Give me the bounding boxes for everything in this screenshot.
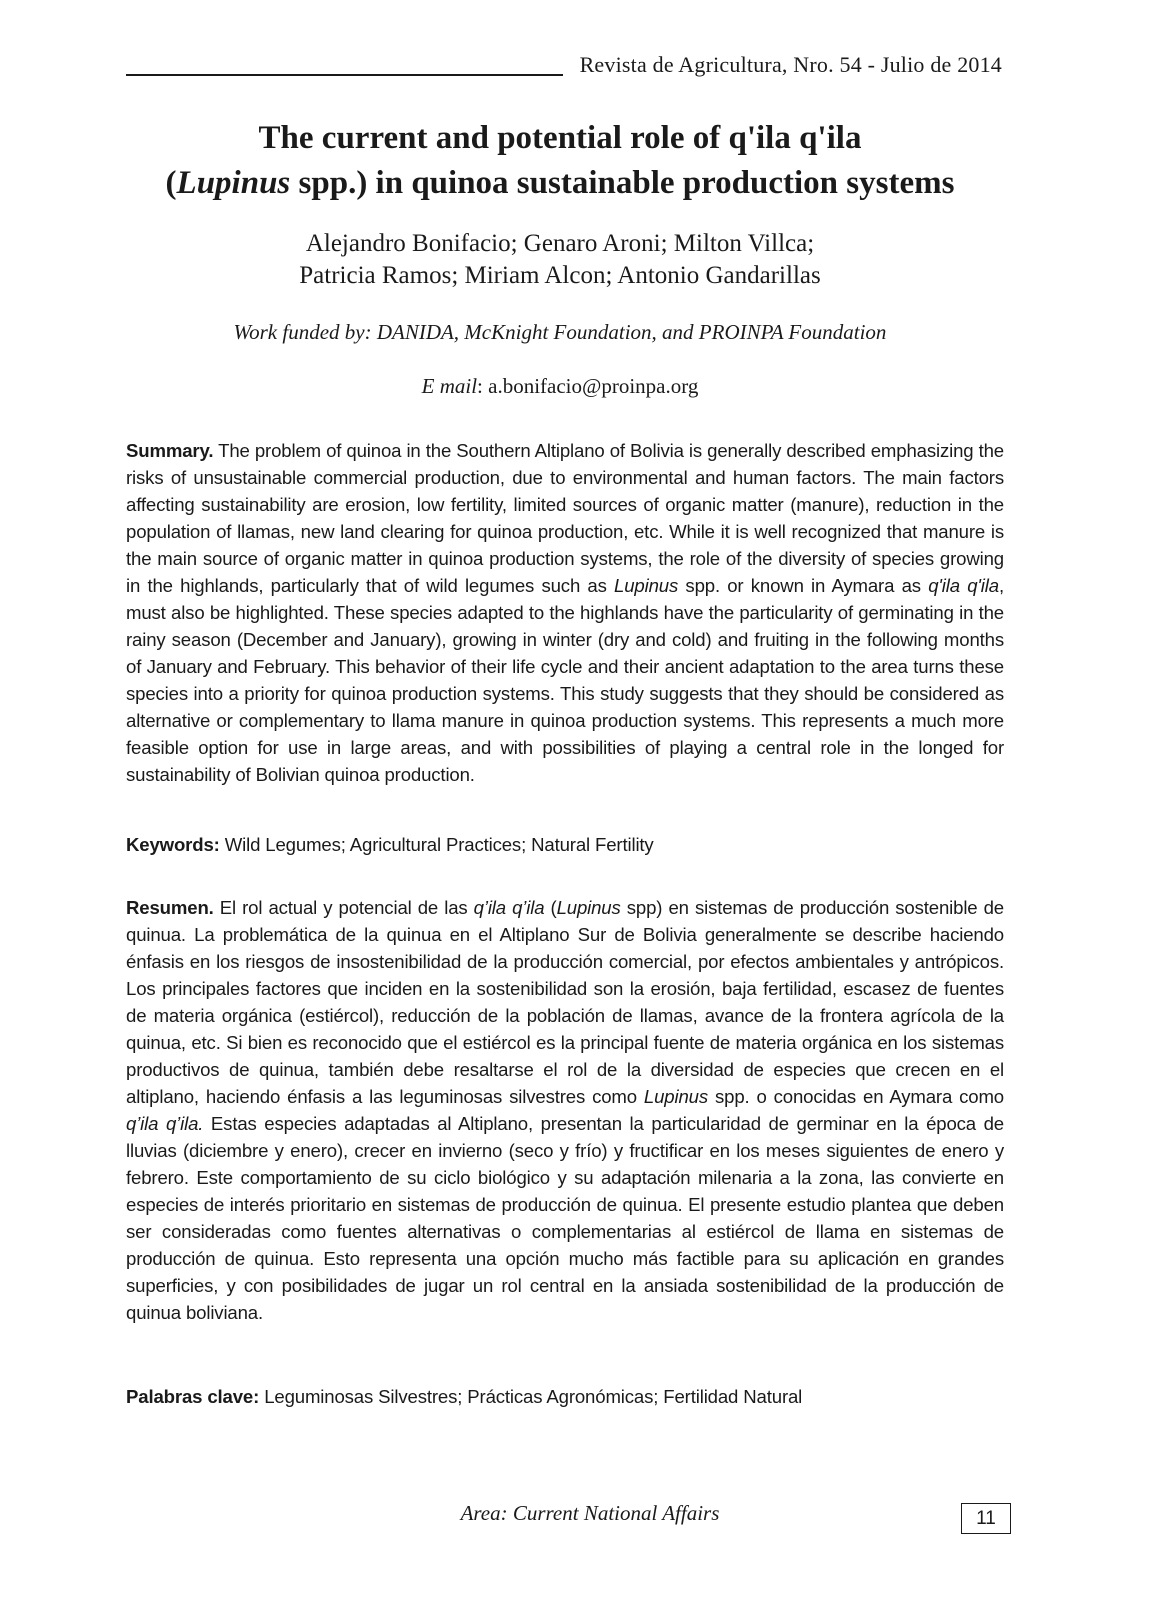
funding-note: Work funded by: DANIDA, McKnight Foundation, and PROINPA Foundation — [233, 320, 887, 344]
author-list — [110, 228, 1010, 292]
keywords: Keywords: Wild Legumes; Agricultural Practices; Natural Fertility — [126, 834, 654, 855]
resumen-label: Resumen. — [126, 897, 214, 918]
title-genus: Lupinus — [176, 165, 291, 201]
authors-line-1: Alejandro Bonifacio; Genaro Aroni; Milton Villca; — [305, 230, 815, 257]
email-label: E mail — [421, 374, 478, 398]
summary-label: Summary. — [126, 440, 214, 461]
authors-line-2: Patricia Ramos; Miriam Alcon; Antonio Gandarillas — [299, 262, 821, 289]
palabras-clave: Palabras clave: Leguminosas Silvestres; Prácticas Agronómicas; Fertilidad Natural — [126, 1386, 803, 1407]
keywords-label: Keywords: — [126, 834, 220, 855]
journal-header: Revista de Agricultura, Nro. 54 - Julio de 2014 — [579, 52, 1002, 77]
footer-section: Area: Current National Affairs — [460, 1501, 720, 1525]
summary-paragraph: Summary. The problem of quinoa in the Southern Altiplano of Bolivia is generally described emphasizing the risks of unsustainable commercial production, due to environmental and human factors. The main factors affecting sustainability are erosion, low fertility, limited sources of organic matter (manure), reduction in the population of llamas, new land clearing for quinoa production, etc. While it is well recognized that manure is the main source of organic matter in quinoa production systems, the role of the diversity of species growing in the highlands, particularly that of wild legumes such as Lupinus spp. or known in Aymara as q'ila q'ila, must also be highlighted. These species adapted to the highlands have the particularity of germinating in the rainy season (December and January), growing in winter (dry and cold) and fruiting in the following months of January and February. This behavior of their life cycle and their ancient adaptation to the area turns these species into a priority for quinoa production systems. This study suggests that they should be considered as alternative or complementary to llama manure in quinoa production systems. This represents a much more feasible option for use in large areas, and with possibilities of playing a central role in the longed for sustainability of Bolivian quinoa production. — [126, 440, 1004, 785]
title-line-1: The current and potential role of q'ila q'ila — [258, 120, 862, 156]
contact-email — [110, 374, 1010, 399]
email-address: : a.bonifacio@proinpa.org — [477, 374, 699, 398]
header-rule — [126, 74, 563, 76]
page-number: 11 — [961, 1503, 1011, 1534]
resumen-paragraph: Resumen. El rol actual y potencial de las q’ila q’ila (Lupinus spp) en sistemas de producción sostenible de quinua. La problemática de la quinua en el Altiplano Sur de Bolivia generalmente se describe haciendo énfasis en los riesgos de insostenibilidad de la producción comercial, por efectos ambientales y antrópicos. Los principales factores que inciden en la sostenibilidad son la erosión, baja fertilidad, escasez de fuentes de materia orgánica (estiércol), reducción de la población de llamas, avance de la frontera agrícola de la quinua, etc. Si bien es reconocido que el estiércol es la principal fuente de materia orgánica en los sistemas productivos de quinua, también debe resaltarse el rol de la diversidad de especies que crecen en el altiplano, haciendo énfasis a las leguminosas silvestres como Lupinus spp. o conocidas en Aymara como q’ila q’ila. Estas especies adaptadas al Altiplano, presentan la particularidad de germinar en la época de lluvias (diciembre y enero), crecer en invierno (seco y frío) y fructificar en los meses siguientes de enero y febrero. Este comportamiento de su ciclo biológico y su adaptación milenaria a la zona, las convierte en especies de interés prioritario en sistemas de producción de quinua. El presente estudio plantea que deben ser consideradas como fuentes alternativas o complementarias al estiércol de llama en sistemas de producción de quinua. Esto representa una opción mucho más factible para su aplicación en grandes superficies, y con posibilidades de jugar un rol central en la ansiada sostenibilidad de la producción de quinua boliviana. — [126, 897, 1004, 1323]
article-title — [110, 116, 1010, 206]
palabras-label: Palabras clave: — [126, 1386, 260, 1407]
title-line-2: (Lupinus spp.) in quinoa sustainable production systems — [165, 165, 955, 201]
